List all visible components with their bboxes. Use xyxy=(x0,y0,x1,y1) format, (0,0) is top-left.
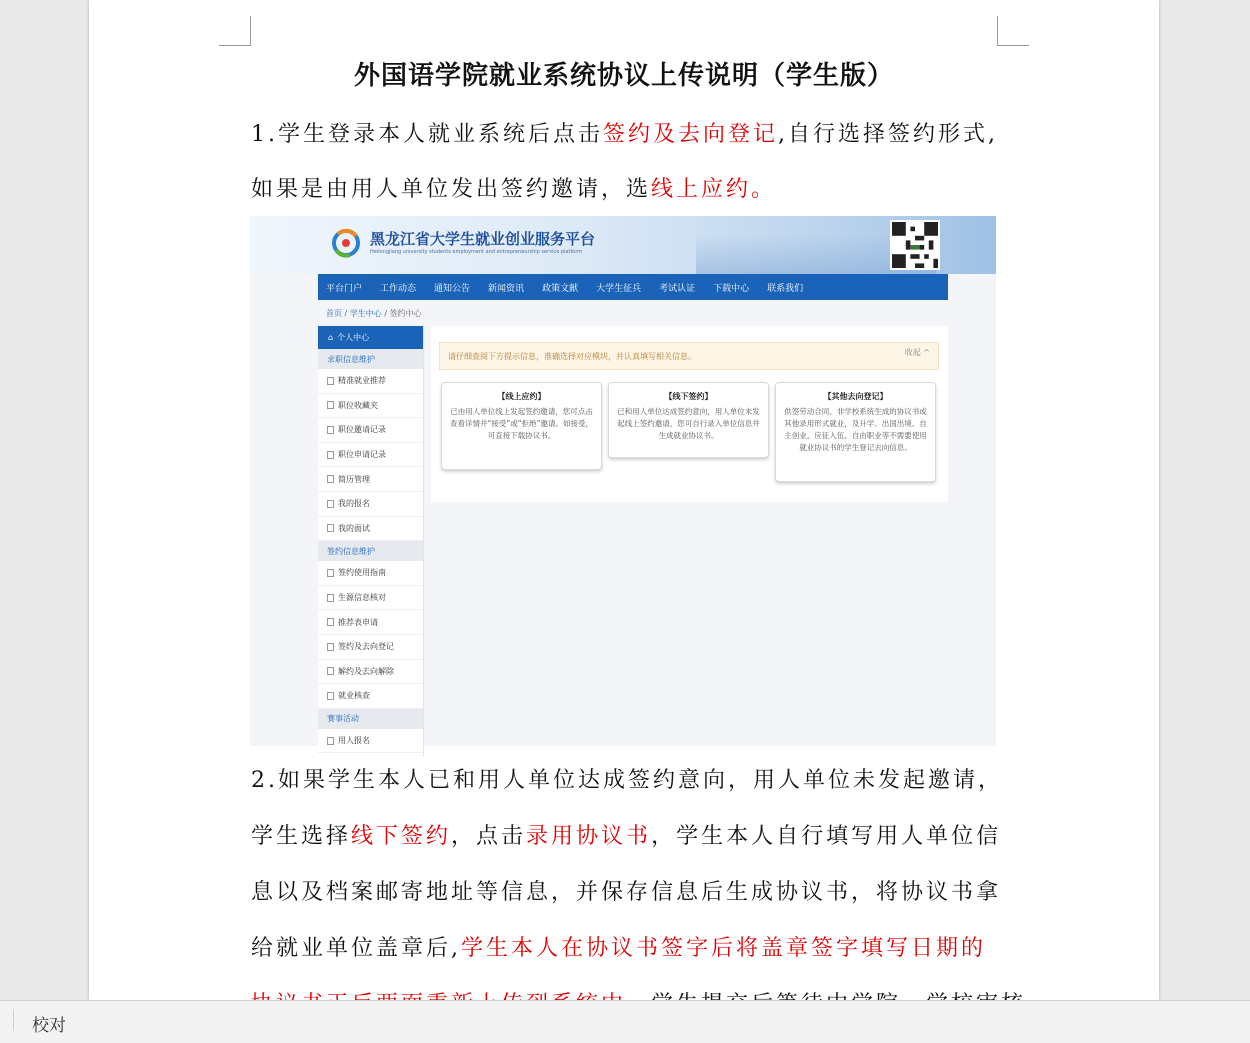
breadcrumb xyxy=(326,308,422,319)
sidebar-item[interactable] xyxy=(318,492,423,517)
nav-item[interactable]: 大学生征兵 xyxy=(596,283,642,294)
card-text: 已由用人单位线上发起签约邀请，您可点击查看详情并“接受”或“拒绝”邀请。如接受，可直接下载协议书。 xyxy=(449,407,594,440)
paragraph-1-line-1 xyxy=(251,117,998,148)
sidebar-group: 求职信息维护 xyxy=(318,349,423,369)
chevron-up-icon: ^ xyxy=(920,348,930,357)
sidebar-item-label: 精准就业推荐 xyxy=(338,376,386,386)
nav-item[interactable]: 考试认证 xyxy=(659,283,696,294)
sidebar-item-label: 职位收藏夹 xyxy=(338,400,378,410)
sidebar-item[interactable] xyxy=(318,394,423,419)
breadcrumb-center[interactable]: 学生中心 xyxy=(349,309,382,318)
crop-mark-top-right xyxy=(997,16,1029,46)
breadcrumb-sep: / xyxy=(381,309,390,318)
document-icon xyxy=(327,426,334,434)
document-icon xyxy=(327,643,334,651)
sidebar xyxy=(318,326,424,756)
document-icon xyxy=(327,737,334,745)
sidebar-item-label: 职位邀请记录 xyxy=(338,425,386,435)
paragraph-2-line-2 xyxy=(251,819,1001,850)
platform-subtitle: Heilongjiang university students employment and entrepreneurship service platform xyxy=(370,249,583,255)
status-divider xyxy=(13,1009,14,1031)
fold-label: 收起 xyxy=(904,348,921,357)
sidebar-item-label: 推荐表申请 xyxy=(338,617,378,627)
nav-item[interactable]: 平台门户 xyxy=(326,283,363,294)
sidebar-item[interactable] xyxy=(318,729,423,754)
document-icon xyxy=(327,594,334,602)
paragraph-2-line-3: 息以及档案邮寄地址等信息，并保存信息后生成协议书，将协议书拿 xyxy=(251,880,1002,905)
text: 给就业单位盖章后, xyxy=(251,936,461,961)
sidebar-item-label: 生源信息核对 xyxy=(338,593,386,603)
sidebar-item[interactable] xyxy=(318,635,423,660)
sidebar-item-label: 简历管理 xyxy=(338,474,370,484)
sidebar-head[interactable] xyxy=(318,326,423,349)
fold-button[interactable] xyxy=(905,347,930,358)
breadcrumb-home[interactable]: 首页 xyxy=(326,309,342,318)
sidebar-head-label: 个人中心 xyxy=(337,333,370,342)
proofing-button[interactable]: 校对 xyxy=(32,1016,66,1036)
sidebar-item[interactable] xyxy=(318,561,423,586)
platform-banner xyxy=(250,216,996,274)
document-icon xyxy=(327,401,334,409)
nav-item[interactable]: 下载中心 xyxy=(713,283,750,294)
paragraph-2-line-4 xyxy=(251,931,986,962)
highlight-text: 签约及去向登记 xyxy=(603,122,779,147)
document-page xyxy=(89,0,1159,1000)
document-icon xyxy=(327,451,334,459)
breadcrumb-sep: / xyxy=(342,309,350,318)
sidebar-group: 签约信息维护 xyxy=(318,541,423,561)
text: ，学生本人自行填写用人单位信 xyxy=(651,824,1002,849)
sidebar-item[interactable] xyxy=(318,517,423,542)
sidebar-item-label: 我的面试 xyxy=(338,523,370,533)
text: ,自行选择签约形式, xyxy=(778,122,999,147)
document-icon xyxy=(327,618,334,626)
sidebar-item-label: 职位申请记录 xyxy=(338,450,386,460)
breadcrumb-current: 签约中心 xyxy=(389,309,422,318)
embedded-screenshot xyxy=(250,216,996,746)
text: 如果是由用人单位发出签约邀请，选 xyxy=(251,177,652,202)
sidebar-item[interactable] xyxy=(318,369,423,394)
paragraph-2-line-1: 2.如果学生本人已和用人单位达成签约意向，用人单位未发起邀请， xyxy=(251,768,1003,793)
sidebar-item[interactable] xyxy=(318,660,423,685)
nav-item[interactable]: 政策文献 xyxy=(542,283,579,294)
card-title: 【线上应约】 xyxy=(497,392,546,401)
text: 学生选择 xyxy=(251,824,352,849)
document-icon xyxy=(327,524,334,532)
sidebar-item[interactable] xyxy=(318,586,423,611)
document-icon xyxy=(327,569,334,577)
highlight-text: 录用协议书 xyxy=(526,824,652,849)
document-icon xyxy=(327,692,334,700)
sidebar-item-label: 解约及去向解除 xyxy=(338,666,394,676)
nav-item[interactable]: 工作动态 xyxy=(380,283,417,294)
nav-item[interactable]: 联系我们 xyxy=(767,283,804,294)
crop-mark-top-left xyxy=(219,16,251,46)
platform-navbar xyxy=(318,274,948,300)
document-icon xyxy=(327,500,334,508)
highlight-text: 线上应约。 xyxy=(651,177,777,202)
sidebar-item-label: 就业核查 xyxy=(338,691,370,701)
platform-logo-icon xyxy=(328,224,364,260)
tip-text: 请仔细查阅下方提示信息，准确选择对应模块，并认真填写相关信息。 xyxy=(448,351,696,361)
sidebar-item[interactable] xyxy=(318,467,423,492)
card-title: 【线下签约】 xyxy=(664,392,713,401)
sidebar-group: 赛事活动 xyxy=(318,709,423,729)
card-title: 【其他去向登记】 xyxy=(823,392,888,401)
sidebar-item-label: 签约使用指南 xyxy=(338,568,386,578)
sidebar-item[interactable] xyxy=(318,443,423,468)
document-icon xyxy=(327,667,334,675)
highlight-text: 线下签约 xyxy=(351,824,452,849)
card-text: 已和用人单位达成签约意向，用人单位未发起线上签约邀请，您可自行录入单位信息并生成就业协议书。 xyxy=(617,407,760,440)
nav-item[interactable]: 新闻资讯 xyxy=(488,283,525,294)
document-icon xyxy=(327,475,334,483)
platform-title: 黑龙江省大学生就业创业服务平台 xyxy=(370,230,596,248)
text: ，点击 xyxy=(451,824,527,849)
qr-code-icon xyxy=(890,220,940,270)
card-online-sign[interactable] xyxy=(441,382,602,470)
sidebar-item[interactable] xyxy=(318,610,423,635)
card-other-destination[interactable] xyxy=(775,382,936,482)
sidebar-item[interactable] xyxy=(318,418,423,443)
home-icon: ⌂ xyxy=(328,333,334,342)
sidebar-item[interactable] xyxy=(318,684,423,709)
highlight-text: 学生本人在协议书签字后将盖章签字填写日期的 xyxy=(461,936,987,961)
sidebar-item-label: 签约及去向登记 xyxy=(338,642,394,652)
nav-item[interactable]: 通知公告 xyxy=(434,283,471,294)
status-bar xyxy=(0,1000,1250,1043)
sidebar-item-label: 用人报名 xyxy=(338,736,370,746)
card-text: 供签劳动合同、非学校系统生成的协议书或其他录用形式就业，及升学、出国出境、自主创业、应征入伍、自由职业等不需要使用就业协议书的学生登记去向信息。 xyxy=(784,407,927,452)
sidebar-item-label: 我的报名 xyxy=(338,499,370,509)
paragraph-1-line-2 xyxy=(251,172,776,203)
document-title: 外国语学院就业系统协议上传说明（学生版） xyxy=(353,61,894,91)
card-offline-sign[interactable] xyxy=(608,382,769,458)
text: 1.学生登录本人就业系统后点击 xyxy=(251,122,603,147)
tip-banner xyxy=(439,342,939,370)
sign-center-panel xyxy=(431,326,948,502)
document-icon xyxy=(327,377,334,385)
